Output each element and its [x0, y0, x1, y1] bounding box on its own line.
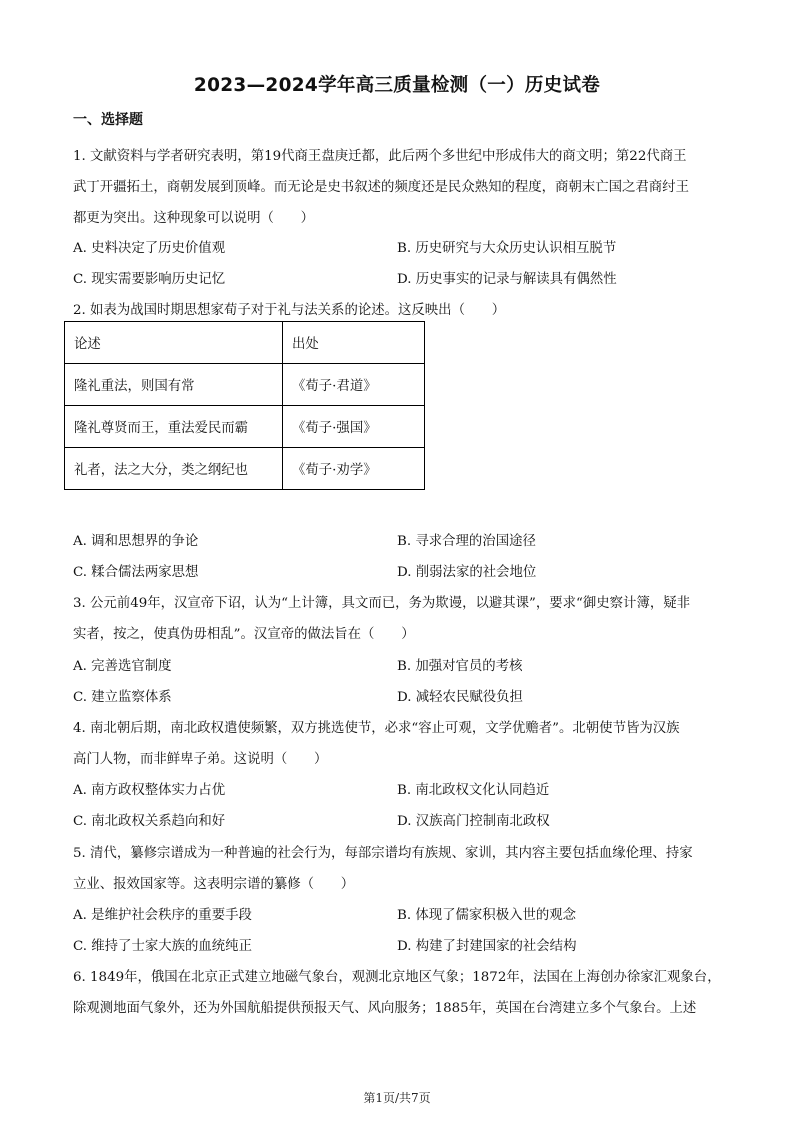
question-6-line-2: 除观测地面气象外，还为外国航船提供预报天气、风向服务；1885年，英国在台湾建立多个气象台。上述: [73, 1001, 697, 1016]
table-cell: 《荀子·君道》: [283, 364, 425, 406]
question-5-option-c: C. 维持了士家大族的血统纯正: [73, 939, 252, 954]
table-cell: 礼者，法之大分，类之纲纪也: [65, 448, 283, 490]
question-3-option-c: C. 建立监察体系: [73, 690, 172, 705]
section-heading: 一、选择题: [73, 112, 143, 128]
source-table: [64, 321, 425, 490]
table-header-cell: 论述: [65, 322, 283, 364]
table-cell: 隆礼尊贤而王，重法爱民而霸: [65, 406, 283, 448]
question-5-option-b: B. 体现了儒家积极入世的观念: [397, 908, 577, 923]
question-5-option-d: D. 构建了封建国家的社会结构: [397, 939, 577, 954]
question-1-line-2: 武丁开疆拓土，商朝发展到顶峰。而无论是史书叙述的频度还是民众熟知的程度，商朝末亡国之君商纣王: [73, 180, 689, 195]
question-1-option-a: A. 史料决定了历史价值观: [73, 241, 226, 256]
question-5-option-a: A. 是维护社会秩序的重要手段: [73, 908, 252, 923]
question-5-line-2: 立业、报效国家等。这表明宗谱的纂修（ ）: [73, 877, 355, 892]
question-4-line-1: 4. 南北朝后期，南北政权遣使频繁，双方挑选使节，必求“容止可观，文学优赡者”。北朝使节皆为汉族: [73, 721, 680, 736]
question-2-option-d: D. 削弱法家的社会地位: [397, 565, 537, 580]
question-1-option-b: B. 历史研究与大众历史认识相互脱节: [397, 241, 617, 256]
question-6-line-1: 6. 1849年，俄国在北京正式建立地磁气象台，观测北京地区气象；1872年，法国在上海创办徐家汇观象台，: [73, 970, 721, 985]
table-header-cell: 出处: [283, 322, 425, 364]
question-1-line-3: 都更为突出。这种现象可以说明（ ）: [73, 211, 315, 226]
question-3-option-d: D. 减轻农民赋役负担: [397, 690, 523, 705]
question-1-option-d: D. 历史事实的记录与解读具有偶然性: [397, 272, 617, 287]
question-4-option-c: C. 南北政权关系趋向和好: [73, 814, 226, 829]
question-4-option-d: D. 汉族高门控制南北政权: [397, 814, 550, 829]
question-2-option-a: A. 调和思想界的争论: [73, 534, 199, 549]
table-row: [65, 448, 425, 490]
question-4-option-b: B. 南北政权文化认同趋近: [397, 783, 550, 798]
question-2-option-c: C. 糅合儒法两家思想: [73, 565, 199, 580]
table-cell: 《荀子·强国》: [283, 406, 425, 448]
question-3-line-2: 实者，按之，使真伪毋相乱”。汉宣帝的做法旨在（ ）: [73, 627, 415, 642]
question-4-option-a: A. 南方政权整体实力占优: [73, 783, 226, 798]
table-row: [65, 406, 425, 448]
table-cell: 隆礼重法，则国有常: [65, 364, 283, 406]
question-2-stem: 2. 如表为战国时期思想家荀子对于礼与法关系的论述。这反映出（ ）: [73, 303, 506, 318]
table-cell: 《荀子·劝学》: [283, 448, 425, 490]
question-4-line-2: 高门人物，而非鲜卑子弟。这说明（ ）: [73, 752, 328, 767]
question-2-option-b: B. 寻求合理的治国途径: [397, 534, 536, 549]
question-3-option-b: B. 加强对官员的考核: [397, 659, 523, 674]
question-3-option-a: A. 完善选官制度: [73, 659, 172, 674]
table-row: [65, 364, 425, 406]
question-3-line-1: 3. 公元前49年，汉宣帝下诏，认为“上计簿，具文而已，务为欺谩，以避其课”，要求“御史察计簿，疑非: [73, 596, 691, 611]
question-1-line-1: 1. 文献资料与学者研究表明，第19代商王盘庚迁都，此后两个多世纪中形成伟大的商文明；第22代商王: [73, 149, 687, 164]
question-1-option-c: C. 现实需要影响历史记忆: [73, 272, 226, 287]
table-header-row: [65, 322, 425, 364]
question-5-line-1: 5. 清代，纂修宗谱成为一种普遍的社会行为，每部宗谱均有族规、家训，其内容主要包括血缘伦理、持家: [73, 846, 693, 861]
page-footer: 第1页/共7页: [363, 1091, 431, 1105]
page-title: 2023—2024学年高三质量检测（一）历史试卷: [193, 75, 601, 96]
